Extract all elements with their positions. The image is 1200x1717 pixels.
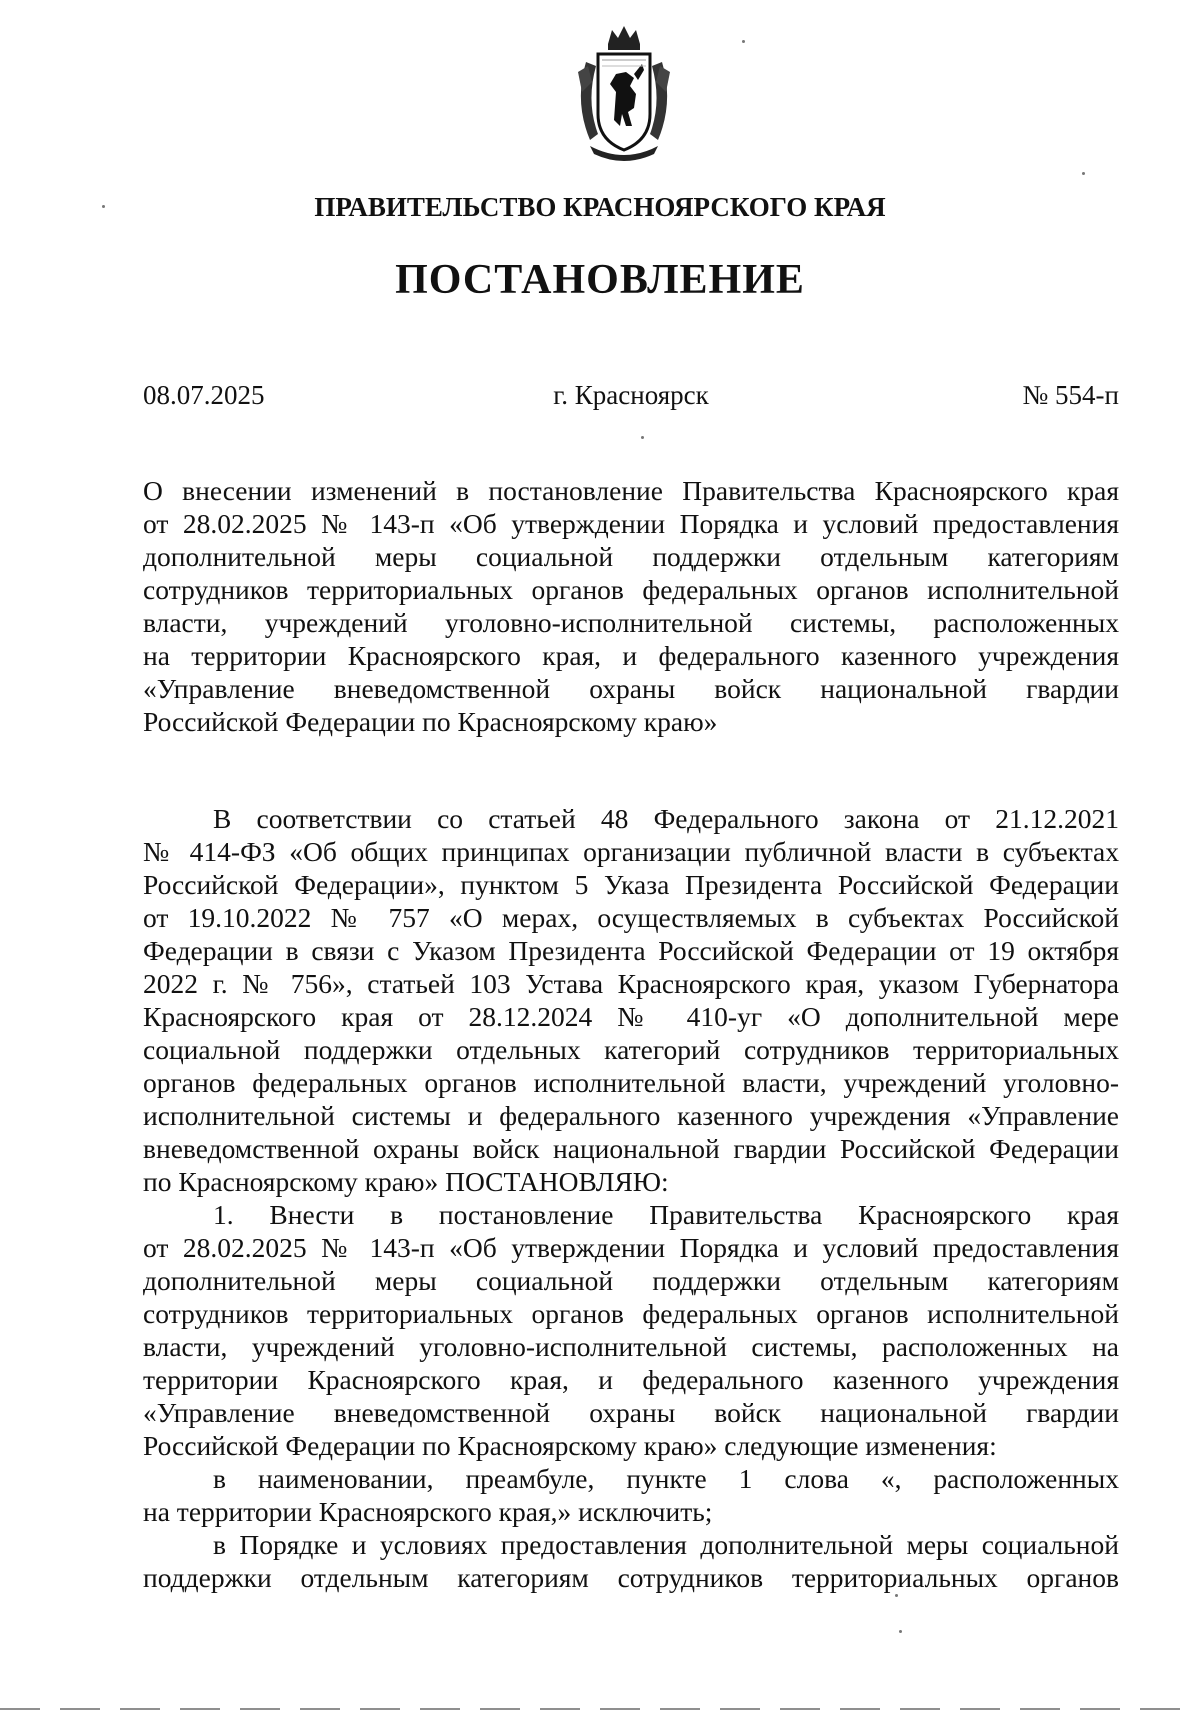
scan-speck [1082, 172, 1085, 175]
item1-line: дополнительной меры социальной поддержки отдельным категориям [143, 1265, 1119, 1296]
coat-of-arms-icon [568, 22, 680, 164]
item1-line: власти, учреждений уголовно-исполнительной системы, расположенных на [143, 1331, 1119, 1362]
change2-line: поддержки отдельным категориям сотрудников территориальных органов [143, 1562, 1119, 1593]
preamble-line: органов федеральных органов исполнительной власти, учреждений уголовно- [143, 1067, 1119, 1098]
item1-line: сотрудников территориальных органов федеральных органов исполнительной [143, 1298, 1119, 1329]
item1-line: от 28.02.2025 № 143-п «Об утверждении Порядка и условий предоставления [143, 1232, 1119, 1263]
scan-bottom-edge [0, 1708, 1200, 1710]
document-city: г. Красноярск [553, 380, 709, 410]
document-subject [143, 474, 1119, 738]
preamble-line: от 19.10.2022 № 757 «О мерах, осуществляемых в субъектах Российской [143, 902, 1119, 933]
change1-line: в наименовании, преамбуле, пункте 1 слова «, расположенных [213, 1463, 1119, 1494]
item1-line: «Управление вневедомственной охраны войск национальной гвардии [143, 1397, 1119, 1428]
scan-speck [102, 205, 105, 208]
subject-line: дополнительной меры социальной поддержки отдельным категориям [143, 541, 1119, 572]
government-title: ПРАВИТЕЛЬСТВО КРАСНОЯРСКОГО КРАЯ [314, 192, 886, 222]
document-meta-row [143, 380, 1119, 416]
subject-line: «Управление вневедомственной охраны войск национальной гвардии [143, 673, 1119, 704]
preamble-line: 2022 г. № 756», статьей 103 Устава Красноярского края, указом Губернатора [143, 968, 1119, 999]
preamble-line: по Красноярскому краю» ПОСТАНОВЛЯЮ: [143, 1166, 669, 1197]
subject-line: Российской Федерации по Красноярскому краю» [143, 706, 718, 737]
preamble-line: В соответствии со статьей 48 Федерального закона от 21.12.2021 [213, 803, 1119, 834]
document-body [143, 802, 1119, 1594]
scan-speck [895, 1594, 898, 1597]
document-type: ПОСТАНОВЛЕНИЕ [395, 257, 805, 303]
preamble-line: исполнительной системы и федерального казенного учреждения «Управление [143, 1100, 1119, 1131]
item1-line: Российской Федерации по Красноярскому краю» следующие изменения: [143, 1430, 997, 1461]
subject-line: сотрудников территориальных органов федеральных органов исполнительной [143, 574, 1119, 605]
subject-line: О внесении изменений в постановление Правительства Красноярского края [143, 475, 1119, 506]
scan-speck [899, 1630, 902, 1633]
preamble-line: Красноярского края от 28.12.2024 № 410-уг «О дополнительной мере [143, 1001, 1119, 1032]
preamble-line: Российской Федерации», пунктом 5 Указа Президента Российской Федерации [143, 869, 1119, 900]
preamble-line: Федерации в связи с Указом Президента Российской Федерации от 19 октября [143, 935, 1119, 966]
preamble-line: вневедомственной охраны войск национальной гвардии Российской Федерации [143, 1133, 1119, 1164]
item1-line: 1. Внести в постановление Правительства Красноярского края [213, 1199, 1119, 1230]
subject-line: на территории Красноярского края, и федерального казенного учреждения [143, 640, 1119, 671]
scan-speck [742, 40, 745, 43]
subject-line: от 28.02.2025 № 143-п «Об утверждении Порядка и условий предоставления [143, 508, 1119, 539]
item1-line: территории Красноярского края, и федерального казенного учреждения [143, 1364, 1119, 1395]
scan-speck [641, 436, 644, 439]
preamble-line: социальной поддержки отдельных категорий сотрудников территориальных [143, 1034, 1119, 1065]
preamble-line: № 414-ФЗ «Об общих принципах организации публичной власти в субъектах [143, 836, 1119, 867]
change2-line: в Порядке и условиях предоставления дополнительной меры социальной [213, 1529, 1119, 1560]
change1-line: на территории Красноярского края,» исключить; [143, 1496, 713, 1527]
document-number: № 554-п [1022, 380, 1119, 410]
document-date: 08.07.2025 [143, 380, 265, 410]
subject-line: власти, учреждений уголовно-исполнительной системы, расположенных [143, 607, 1119, 638]
